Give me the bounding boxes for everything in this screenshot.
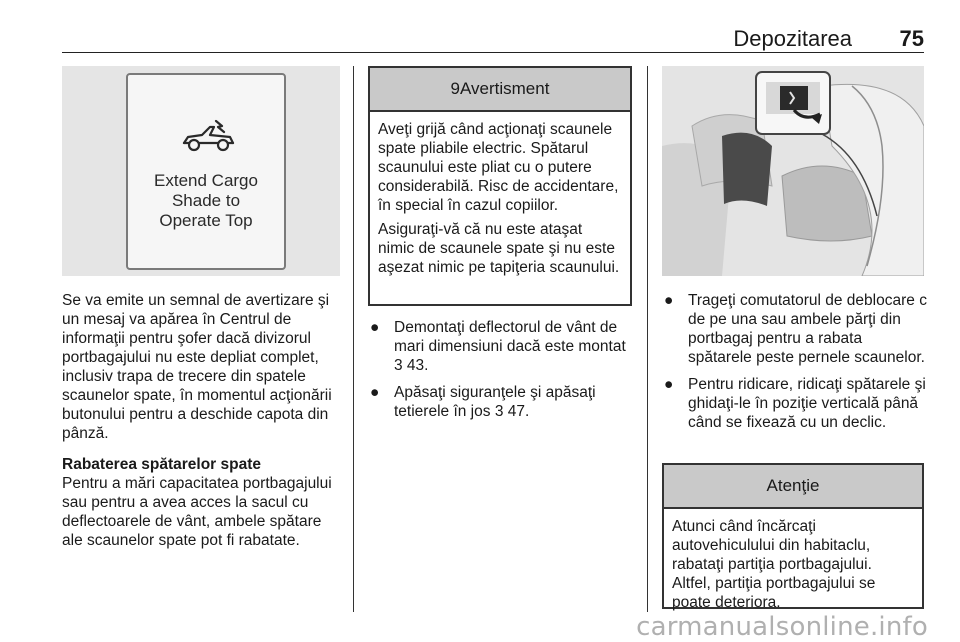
section-subheading: Rabaterea spătarelor spate [62, 456, 262, 473]
warning-symbol-icon: 9 [450, 79, 460, 98]
page-number: 75 [899, 26, 924, 51]
right-bullet-list [662, 291, 930, 440]
column-divider-right [647, 66, 648, 612]
convertible-car-icon [180, 117, 236, 159]
warning-box [368, 66, 632, 306]
page-reference-link[interactable]: 3 43. [394, 357, 429, 374]
cargo-area-illustration [662, 66, 924, 276]
page-section-title: Depozitarea [733, 26, 852, 51]
seatback-release-symbol-icon: c [919, 292, 927, 309]
middle-bullet-list [368, 318, 636, 429]
column-divider-left [353, 66, 354, 612]
list-item: ● Demontaţi deflectorul de vânt de mari dimensiuni dacă este montat 3 43. [370, 319, 626, 374]
header-rule [62, 52, 924, 53]
warning-paragraph-1: Aveţi grijă când acţionaţi scaunele spate pliabile electric. Spătarul scaunului este pliat cu o putere considerabilă. Risc de accidentare, în special în cazul copiilor. [378, 121, 619, 214]
list-item: ● Trageţi comutatorul de deblocare c de pe una sau ambele părţi din portbagaj pentru a rabata spătarele peste pernele scaunelor. [664, 292, 927, 366]
cargo-area-photo [662, 66, 924, 276]
page-reference-link[interactable]: 3 47. [494, 403, 530, 420]
warning-signal-paragraph: Se va emite un semnal de avertizare şi un mesaj va apărea în Centrul de informaţii pentru şofer dacă divizorul portbagajului nu este depliat complet, inclusiv trapa de trecere din spatele scaunelor spate, în momentul acţionării butonului pentru a deschide capota din pânză. [62, 292, 332, 442]
list-item: ● Pentru ridicare, ridicaţi spătarele şi ghidaţi-le în poziţie verticală până când se fixează cu un declic. [664, 376, 926, 431]
attention-box [662, 463, 924, 609]
warning-box-body [370, 112, 630, 290]
attention-box-body: Atunci când încărcaţi autovehiculului din habitaclu, rabataţi partiţia portbagajului. Altfel, partiţia portbagajului se poate deteriora. [672, 518, 876, 611]
display-screen [126, 73, 286, 270]
display-message: Extend Cargo Shade to Operate Top [154, 171, 258, 230]
attention-box-header: Atenţie [664, 465, 922, 509]
folding-seatbacks-paragraph: Pentru a mări capacitatea portbagajului sau pentru a avea acces la sacul cu deflectoarele de vânt, ambele spătare ale scaunelor spate pot fi rabatate. [62, 475, 332, 549]
warning-box-title: Avertisment [460, 79, 550, 98]
left-column-text [62, 291, 344, 550]
warning-box-header [370, 68, 630, 112]
warning-paragraph-2: Asiguraţi-vă că nu este ataşat nimic de scaunele spate şi nu este aşezat nimic pe tapiţeria scaunului. [378, 221, 620, 276]
list-item: ● Apăsaţi siguranţele şi apăsaţi tetierele în jos 3 47. [370, 384, 596, 420]
driver-info-display-illustration [62, 66, 340, 276]
watermark: carmanualsonline.info [636, 612, 928, 642]
